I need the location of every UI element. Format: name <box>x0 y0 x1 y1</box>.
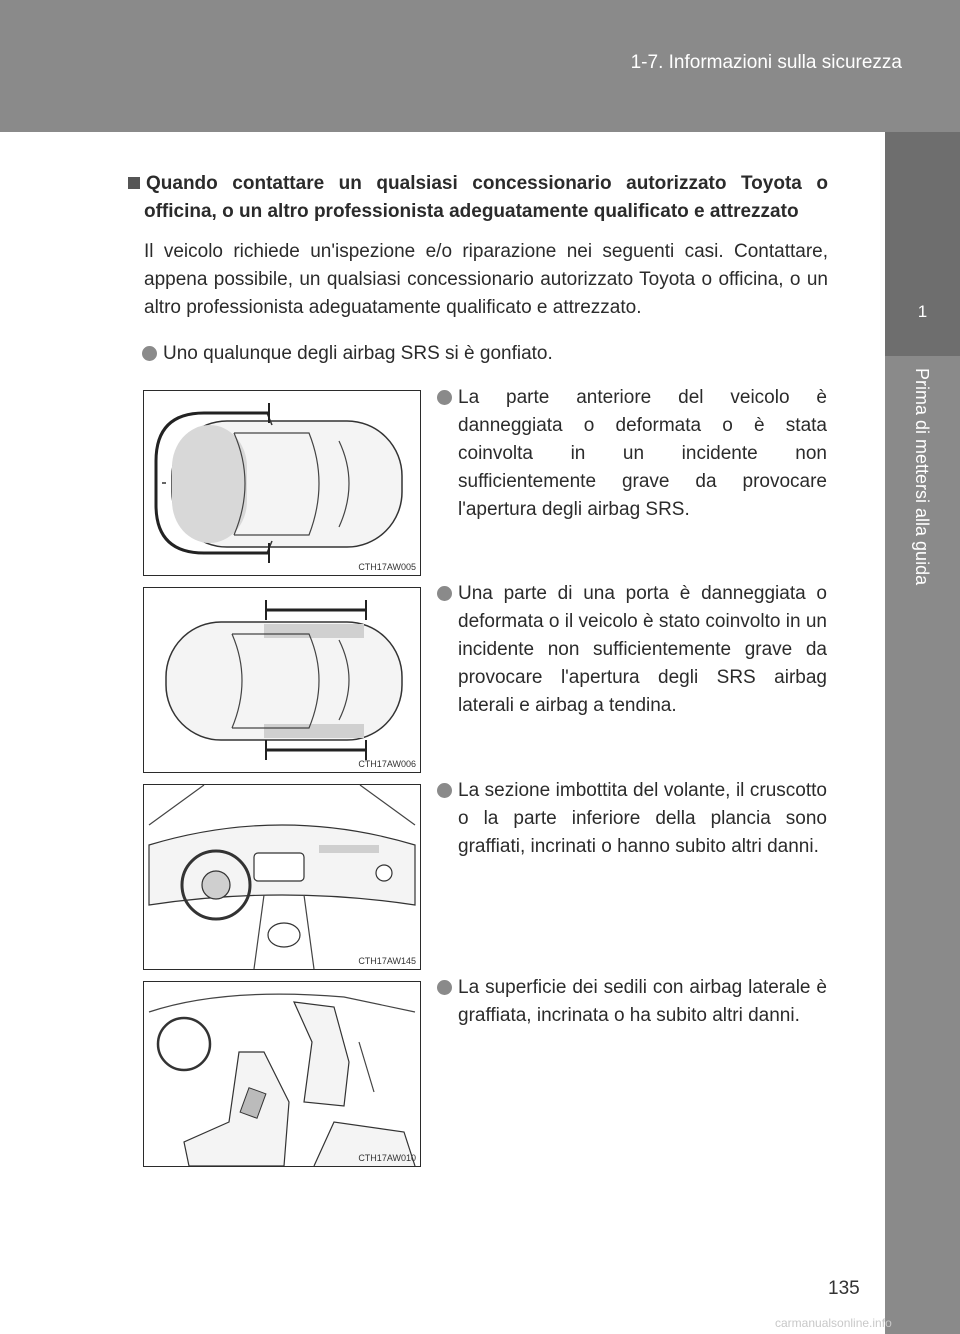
illustration-side-damage <box>143 587 421 773</box>
bullet-text: Uno qualunque degli airbag SRS si è gonfiato. <box>163 343 553 364</box>
page-number: 135 <box>828 1278 860 1299</box>
bullet-text: La sezione imbottita del volante, il cruscotto o la parte inferiore della plancia sono graffiati, incrinati o hanno subito altri danni. <box>458 780 827 857</box>
intro-paragraph: Il veicolo richiede un'ispezione e/o riparazione nei seguenti casi. Contattare, appena possibile, un qualsiasi concessionario autorizzato Toyota o officina, o un altro professionista adeguatamente qualificato e attrezzato. <box>144 241 828 318</box>
section-heading <box>128 170 828 226</box>
bullet-dashboard-damage <box>437 777 827 861</box>
bullet-dot-icon <box>437 980 452 995</box>
illustration-seats <box>143 981 421 1167</box>
figure-code: CTH17AW010 <box>358 1153 416 1163</box>
figure-code: CTH17AW145 <box>358 956 416 966</box>
figure-code: CTH17AW005 <box>358 562 416 572</box>
bullet-airbag-deployed <box>142 340 832 368</box>
heading-text: Quando contattare un qualsiasi concessionario autorizzato Toyota o officina, o un altro professionista adeguatamente qualificato e attrezzato <box>144 173 828 222</box>
chapter-label: Prima di mettersi alla guida <box>912 368 932 586</box>
section-body <box>128 170 828 322</box>
illustration-dashboard <box>143 784 421 970</box>
bullet-dot-icon <box>437 586 452 601</box>
chapter-tab <box>885 132 960 356</box>
watermark: carmanualsonline.info <box>775 1316 892 1330</box>
bullet-text: Una parte di una porta è danneggiata o deformata o il veicolo è stato coinvolto in un incidente non sufficientemente grave da provocare l'apertura degli SRS airbag laterali e airbag a tendina. <box>458 583 827 716</box>
illustration-front-damage <box>143 390 421 576</box>
bullet-front-damage <box>437 384 827 524</box>
figure-code: CTH17AW006 <box>358 759 416 769</box>
car-top-view-side-icon <box>144 588 420 772</box>
bullet-dot-icon <box>142 346 157 361</box>
car-seats-icon <box>144 982 420 1166</box>
square-bullet-icon <box>128 177 140 189</box>
bullet-text: La parte anteriore del veicolo è danneggiata o deformata o è stata coinvolta in un incidente non sufficientemente grave da provocare l'apertura degli airbag SRS. <box>458 387 827 520</box>
car-top-view-front-icon <box>144 391 420 575</box>
bullet-dot-icon <box>437 390 452 405</box>
bullet-seat-damage <box>437 974 827 1030</box>
section-title: 1-7. Informazioni sulla sicurezza <box>630 52 902 73</box>
chapter-number: 1 <box>917 302 928 321</box>
page-header <box>0 0 960 132</box>
bullet-side-damage <box>437 580 827 720</box>
bullet-text: La superficie dei sedili con airbag laterale è graffiata, incrinata o ha subito altri danni. <box>458 977 827 1026</box>
bullet-dot-icon <box>437 783 452 798</box>
dashboard-icon <box>144 785 420 969</box>
